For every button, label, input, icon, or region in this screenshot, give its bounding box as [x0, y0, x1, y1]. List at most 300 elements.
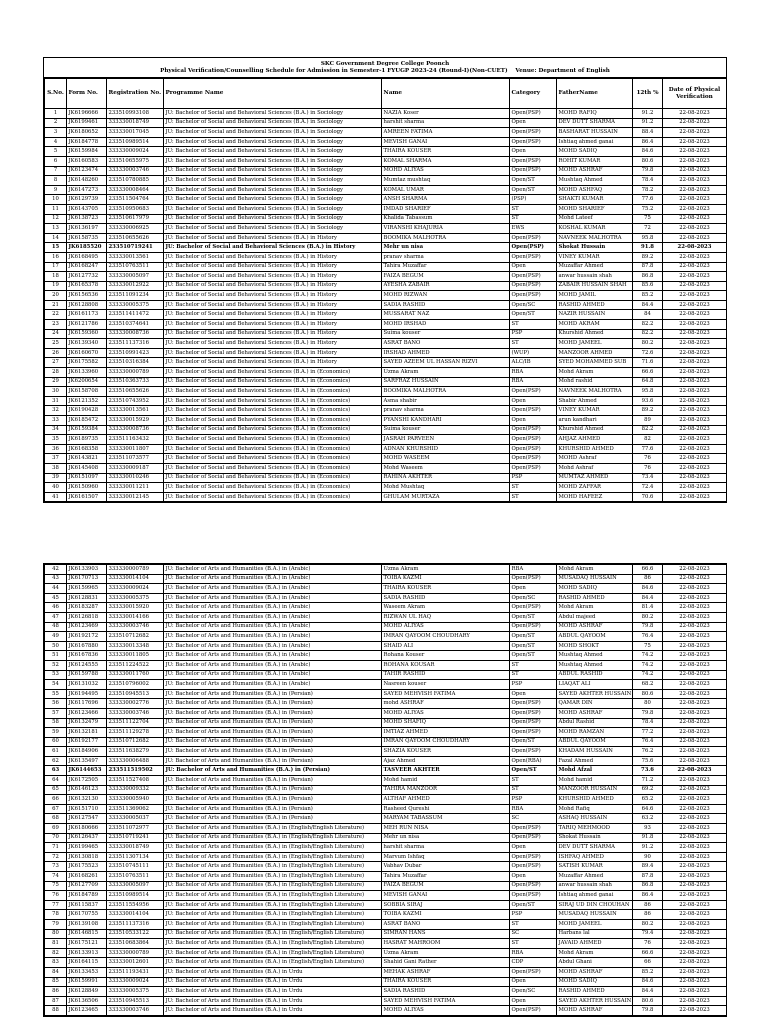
father-name-cell: JAVAID AHMED	[557, 939, 633, 949]
name-cell: HASRAT MAHROOM	[382, 939, 510, 949]
date-cell: 22-08-2023	[663, 824, 727, 834]
table-row	[45, 584, 727, 594]
name-cell: Ajaz Ahmed	[382, 756, 510, 766]
date-cell: 22-08-2023	[663, 939, 727, 949]
percent-cell: 95.8	[633, 387, 663, 397]
father-name-cell: SIRAJ UD DIN CHOUHAN	[557, 900, 633, 910]
name-cell: Uzma Akram	[382, 565, 510, 575]
table-row	[45, 565, 727, 575]
registration-no-cell: 333330005097	[107, 881, 164, 891]
date-cell: 22-08-2023	[663, 747, 727, 757]
percent-cell: 85.6	[633, 281, 663, 291]
percent-cell: 80.2	[633, 339, 663, 349]
form-no-cell: JK6184778	[67, 137, 107, 147]
percent-cell: 82	[633, 435, 663, 445]
category-cell: Open	[510, 843, 557, 853]
sno-cell: 56	[45, 699, 67, 709]
sno-cell: 26	[45, 348, 67, 358]
name-cell: Khalida Tabassum	[382, 214, 510, 224]
col-form-header: Form No.	[67, 79, 107, 109]
name-cell: IMDAD SHARIEF	[382, 204, 510, 214]
name-cell: GHULAM MURTAZA	[382, 492, 510, 502]
form-no-cell: JK6123465	[67, 1006, 107, 1016]
percent-cell: 75	[633, 641, 663, 651]
percent-cell: 73.6	[633, 766, 663, 776]
sno-cell: 46	[45, 603, 67, 613]
sno-cell: 36	[45, 444, 67, 454]
sno-cell: 80	[45, 929, 67, 939]
registration-no-cell: 233511072977	[107, 824, 164, 834]
category-cell: Open(PSP)	[510, 137, 557, 147]
programme-cell: JU: Bachelor of Arts and Humanities (B.A.) in (Arabic)	[164, 603, 382, 613]
programme-cell: JU: Bachelor of Social and Behavioral Sciences (B.A.) in History	[164, 339, 382, 349]
registration-no-cell: 333330013561	[107, 252, 164, 262]
programme-cell: JU: Bachelor of Arts and Humanities (B.A.) in (English/English Literature)	[164, 929, 382, 939]
father-name-cell: Mohd Akram	[557, 948, 633, 958]
category-cell: Open(PSP)	[510, 281, 557, 291]
form-no-cell: JK6136506	[67, 996, 107, 1006]
registration-no-cell: 333330005375	[107, 593, 164, 603]
name-cell: Rohana Kouser	[382, 651, 510, 661]
sno-cell: 83	[45, 958, 67, 968]
table-row	[45, 329, 727, 339]
date-cell: 22-08-2023	[663, 243, 727, 253]
form-no-cell: JK6138723	[67, 214, 107, 224]
name-cell: harshit sharma	[382, 843, 510, 853]
father-name-cell: MOHD ASHRAF	[557, 1006, 633, 1016]
category-cell: ALC/IB	[510, 358, 557, 368]
sno-cell: 14	[45, 233, 67, 243]
category-cell: RBA	[510, 368, 557, 378]
registration-no-cell: 233511137316	[107, 339, 164, 349]
father-name-cell: NAVNEEK MALHOTRA	[557, 387, 633, 397]
programme-cell: JU: Bachelor of Arts and Humanities (B.A.) in (Persian)	[164, 699, 382, 709]
table-row	[45, 785, 727, 795]
percent-cell: 86.4	[633, 137, 663, 147]
form-no-cell: JK6135497	[67, 756, 107, 766]
father-name-cell: Mohd Rafiq	[557, 804, 633, 814]
percent-cell: 77.2	[633, 728, 663, 738]
programme-cell: JU: Bachelor of Social and Behavioral Sciences (B.A.) in (Economics)	[164, 387, 382, 397]
name-cell: SARFRAZ HUSSAIN	[382, 377, 510, 387]
date-cell: 22-08-2023	[663, 565, 727, 575]
sno-cell: 50	[45, 641, 67, 651]
father-name-cell: RASHID AHMED	[557, 300, 633, 310]
registration-no-cell: 333330018749	[107, 843, 164, 853]
registration-no-cell: 233510683864	[107, 939, 164, 949]
form-no-cell: JK6121786	[67, 320, 107, 330]
programme-cell: JU: Bachelor of Arts and Humanities (B.A.) in (English/English Literature)	[164, 910, 382, 920]
table-row	[45, 137, 727, 147]
programme-cell: JU: Bachelor of Arts and Humanities (B.A.) in Urdu	[164, 1006, 382, 1016]
category-cell: Open(PSP)	[510, 833, 557, 843]
sno-cell: 81	[45, 939, 67, 949]
table-row	[45, 948, 727, 958]
percent-cell: 63.2	[633, 814, 663, 824]
form-no-cell: JK6128831	[67, 593, 107, 603]
name-cell: SADIA RASHID	[382, 987, 510, 997]
sno-cell: 4	[45, 137, 67, 147]
programme-cell: JU: Bachelor of Social and Behavioral Sciences (B.A.) in Sociology	[164, 137, 382, 147]
father-name-cell: MOHD ASHRAF	[557, 622, 633, 632]
date-cell: 22-08-2023	[663, 320, 727, 330]
category-cell: Open/ST	[510, 185, 557, 195]
name-cell: Mehr un nisa	[382, 243, 510, 253]
father-name-cell: MOHD SHARIEF	[557, 204, 633, 214]
table-row	[45, 214, 727, 224]
form-no-cell: JK6147273	[67, 185, 107, 195]
registration-no-cell: 233511193431	[107, 967, 164, 977]
father-name-cell: Mohd Akram	[557, 603, 633, 613]
col-sno-header: S.No.	[45, 79, 67, 109]
form-no-cell: JK6126818	[67, 612, 107, 622]
programme-cell: JU: Bachelor of Arts and Humanities (B.A.) in (English/English Literature)	[164, 958, 382, 968]
programme-cell: JU: Bachelor of Arts and Humanities (B.A.) in (Persian)	[164, 718, 382, 728]
registration-no-cell: 333330009024	[107, 977, 164, 987]
category-cell: ST	[510, 660, 557, 670]
form-no-cell: JK6148260	[67, 176, 107, 186]
registration-no-cell: 233510617979	[107, 214, 164, 224]
category-cell: Open(PSP)	[510, 967, 557, 977]
percent-cell: 81.4	[633, 603, 663, 613]
father-name-cell: MOHD HAFEEZ	[557, 492, 633, 502]
percent-cell: 75	[633, 214, 663, 224]
category-cell: ST	[510, 776, 557, 786]
name-cell: TAHIR RASHID	[382, 670, 510, 680]
table-row	[45, 843, 727, 853]
form-no-cell: JK6180666	[67, 824, 107, 834]
date-cell: 22-08-2023	[663, 593, 727, 603]
percent-cell: 79.8	[633, 166, 663, 176]
programme-cell: JU: Bachelor of Arts and Humanities (B.A.) in (English/English Literature)	[164, 824, 382, 834]
name-cell: MOHD WASEEM	[382, 454, 510, 464]
programme-cell: JU: Bachelor of Arts and Humanities (B.A.) in (Persian)	[164, 747, 382, 757]
percent-cell: 80	[633, 699, 663, 709]
date-cell: 22-08-2023	[663, 708, 727, 718]
percent-cell: 75.2	[633, 204, 663, 214]
form-no-cell: JK6190428	[67, 406, 107, 416]
percent-cell: 65.2	[633, 795, 663, 805]
sno-cell: 11	[45, 204, 67, 214]
name-cell: Mehr un nisa	[382, 833, 510, 843]
programme-cell: JU: Bachelor of Social and Behavioral Sciences (B.A.) in Sociology	[164, 224, 382, 234]
percent-cell: 88.4	[633, 128, 663, 138]
table-row	[45, 958, 727, 968]
form-no-cell: JK6132181	[67, 728, 107, 738]
programme-cell: JU: Bachelor of Arts and Humanities (B.A.) in (Persian)	[164, 795, 382, 805]
category-cell: Open/ST	[510, 737, 557, 747]
sno-cell: 59	[45, 728, 67, 738]
table-row	[45, 670, 727, 680]
father-name-cell: Mohd hamid	[557, 776, 633, 786]
form-no-cell: JK6170713	[67, 574, 107, 584]
percent-cell: 72	[633, 224, 663, 234]
registration-no-cell: 333330002776	[107, 699, 164, 709]
registration-no-cell: 233510655975	[107, 156, 164, 166]
date-cell: 22-08-2023	[663, 156, 727, 166]
father-name-cell: ABDUL QAYOOM	[557, 632, 633, 642]
form-no-cell: JK6150960	[67, 483, 107, 493]
schedule-table-2	[44, 564, 727, 1016]
programme-cell: JU: Bachelor of Social and Behavioral Sciences (B.A.) in History	[164, 300, 382, 310]
registration-no-cell: 233510763511	[107, 262, 164, 272]
name-cell: RAHINA AKHTER	[382, 473, 510, 483]
form-no-cell: JK6126437	[67, 833, 107, 843]
table-row	[45, 910, 727, 920]
father-name-cell: MOHD ASHFAQ	[557, 185, 633, 195]
form-no-cell: JK6115837	[67, 900, 107, 910]
category-cell: Open/SC	[510, 593, 557, 603]
father-name-cell: Shokat Hussain	[557, 243, 633, 253]
table-row	[45, 128, 727, 138]
father-name-cell: MOHD JAMEEL	[557, 339, 633, 349]
programme-cell: JU: Bachelor of Arts and Humanities (B.A.) in (English/English Literature)	[164, 900, 382, 910]
sno-cell: 68	[45, 814, 67, 824]
registration-no-cell: 333330013561	[107, 406, 164, 416]
percent-cell: 70.6	[633, 492, 663, 502]
col-programme-header: Programme Name	[164, 79, 382, 109]
table-row	[45, 699, 727, 709]
category-cell: RBA	[510, 377, 557, 387]
form-no-cell: JK6185472	[67, 416, 107, 426]
table-row	[45, 939, 727, 949]
father-name-cell: VINEY KUMAR	[557, 406, 633, 416]
registration-no-cell: 333330011211	[107, 483, 164, 493]
category-cell: Open	[510, 872, 557, 882]
name-cell: SOBBIA SIRAJ	[382, 900, 510, 910]
table-row	[45, 118, 727, 128]
form-no-cell: JK6161173	[67, 310, 107, 320]
name-cell: ADNAN KHURSHID	[382, 444, 510, 454]
sno-cell: 19	[45, 281, 67, 291]
registration-no-cell: 233511137316	[107, 919, 164, 929]
sno-cell: 43	[45, 574, 67, 584]
category-cell: PSP	[510, 473, 557, 483]
table-row	[45, 368, 727, 378]
form-no-cell: JK6129739	[67, 195, 107, 205]
father-name-cell: MOHD Ashraf	[557, 454, 633, 464]
category-cell: Open(PSP)	[510, 435, 557, 445]
category-cell: ST	[510, 483, 557, 493]
date-cell: 22-08-2023	[663, 416, 727, 426]
schedule-table-block-2	[43, 563, 727, 1017]
father-name-cell: Abdul Rashid	[557, 718, 633, 728]
percent-cell: 76.4	[633, 737, 663, 747]
form-no-cell: JK6180652	[67, 128, 107, 138]
programme-cell: JU: Bachelor of Social and Behavioral Sciences (B.A.) in (Economics)	[164, 377, 382, 387]
father-name-cell: anwar hussain shah	[557, 272, 633, 282]
name-cell: Mumtaz mushtaq	[382, 176, 510, 186]
programme-cell: JU: Bachelor of Arts and Humanities (B.A.) in (Persian)	[164, 776, 382, 786]
registration-no-cell: 233510780885	[107, 176, 164, 186]
form-no-cell: JK6144653	[67, 766, 107, 776]
col-registration-header: Registration No.	[107, 79, 164, 109]
sno-cell: 16	[45, 252, 67, 262]
percent-cell: 89.2	[633, 252, 663, 262]
category-cell: Open	[510, 689, 557, 699]
programme-cell: JU: Bachelor of Social and Behavioral Sciences (B.A.) in History	[164, 348, 382, 358]
programme-cell: JU: Bachelor of Social and Behavioral Sciences (B.A.) in (Economics)	[164, 435, 382, 445]
percent-cell: 80.6	[633, 689, 663, 699]
name-cell: MOHD SHAFIQ	[382, 718, 510, 728]
percent-cell: 79.8	[633, 708, 663, 718]
date-cell: 22-08-2023	[663, 396, 727, 406]
form-no-cell: JK6123474	[67, 166, 107, 176]
form-no-cell: JK6127732	[67, 272, 107, 282]
sno-cell: 58	[45, 718, 67, 728]
registration-no-cell: 333330008736	[107, 425, 164, 435]
programme-cell: JU: Bachelor of Social and Behavioral Sciences (B.A.) in (Economics)	[164, 406, 382, 416]
category-cell: Open(PSP)	[510, 699, 557, 709]
form-no-cell: JK6133960	[67, 368, 107, 378]
father-name-cell: MOHD RAMZAN	[557, 728, 633, 738]
form-no-cell: JK6184906	[67, 747, 107, 757]
category-cell: Open(PSP)	[510, 166, 557, 176]
programme-cell: JU: Bachelor of Arts and Humanities (B.A.) in (Persian)	[164, 785, 382, 795]
percent-cell: 79.8	[633, 622, 663, 632]
sno-cell: 33	[45, 416, 67, 426]
form-no-cell: JK6199461	[67, 118, 107, 128]
registration-no-cell: 233510712682	[107, 737, 164, 747]
sno-cell: 45	[45, 593, 67, 603]
table-row	[45, 396, 727, 406]
programme-cell: JU: Bachelor of Arts and Humanities (B.A.) in (English/English Literature)	[164, 881, 382, 891]
sno-cell: 41	[45, 492, 67, 502]
sno-cell: 86	[45, 987, 67, 997]
table-row	[45, 454, 727, 464]
date-cell: 22-08-2023	[663, 900, 727, 910]
sno-cell: 88	[45, 1006, 67, 1016]
father-name-cell: Fazal Ahmed	[557, 756, 633, 766]
father-name-cell: DEV DUTT SHARMA	[557, 118, 633, 128]
category-cell: Open	[510, 396, 557, 406]
category-cell: (WUP)	[510, 348, 557, 358]
programme-cell: JU: Bachelor of Social and Behavioral Sciences (B.A.) in History	[164, 233, 382, 243]
sno-cell: 42	[45, 565, 67, 575]
programme-cell: JU: Bachelor of Social and Behavioral Sciences (B.A.) in History	[164, 243, 382, 253]
date-cell: 22-08-2023	[663, 584, 727, 594]
form-no-cell: JK6196666	[67, 109, 107, 119]
sno-cell: 31	[45, 396, 67, 406]
category-cell: Open	[510, 416, 557, 426]
father-name-cell: Mushtaq Ahmed	[557, 660, 633, 670]
category-cell: Open/SC	[510, 987, 557, 997]
sno-cell: 57	[45, 708, 67, 718]
category-cell: Open/ST	[510, 310, 557, 320]
table-row	[45, 300, 727, 310]
table-row	[45, 622, 727, 632]
percent-cell: 78.2	[633, 185, 663, 195]
programme-cell: JU: Bachelor of Social and Behavioral Sciences (B.A.) in History	[164, 281, 382, 291]
percent-cell: 91.2	[633, 118, 663, 128]
form-no-cell: JK6146123	[67, 785, 107, 795]
sno-cell: 61	[45, 747, 67, 757]
percent-cell: 86	[633, 910, 663, 920]
date-cell: 22-08-2023	[663, 862, 727, 872]
category-cell: SC	[510, 814, 557, 824]
programme-cell: JU: Bachelor of Social and Behavioral Sciences (B.A.) in History	[164, 358, 382, 368]
sno-cell: 60	[45, 737, 67, 747]
table-row	[45, 204, 727, 214]
form-no-cell: JK6170755	[67, 910, 107, 920]
programme-cell: JU: Bachelor of Arts and Humanities (B.A.) in (Persian)	[164, 728, 382, 738]
venue-label: Venue: Department of English	[515, 68, 610, 74]
date-cell: 22-08-2023	[663, 233, 727, 243]
date-cell: 22-08-2023	[663, 641, 727, 651]
sno-cell: 48	[45, 622, 67, 632]
registration-no-cell: 333330009332	[107, 785, 164, 795]
father-name-cell: MOHD AKRAM	[557, 320, 633, 330]
form-no-cell: JK6127709	[67, 881, 107, 891]
name-cell: ALTHAF AHMED	[382, 795, 510, 805]
father-name-cell: RASHID AHMED	[557, 987, 633, 997]
programme-cell: JU: Bachelor of Social and Behavioral Sciences (B.A.) in Sociology	[164, 214, 382, 224]
programme-cell: JU: Bachelor of Social and Behavioral Sciences (B.A.) in Sociology	[164, 109, 382, 119]
form-no-cell: JK6159991	[67, 977, 107, 987]
father-name-cell: MOHD JAMIL	[557, 291, 633, 301]
father-name-cell: MUSADAQ HUSSAIN	[557, 574, 633, 584]
sno-cell: 52	[45, 660, 67, 670]
table-row	[45, 358, 727, 368]
form-no-cell: JK6185520	[67, 243, 107, 253]
registration-no-cell: 333330009024	[107, 584, 164, 594]
table-row	[45, 272, 727, 282]
sno-cell: 5	[45, 147, 67, 157]
table-row	[45, 612, 727, 622]
percent-cell: 79.4	[633, 929, 663, 939]
programme-cell: JU: Bachelor of Social and Behavioral Sciences (B.A.) in Sociology	[164, 195, 382, 205]
sno-cell: 70	[45, 833, 67, 843]
father-name-cell: arun kandhari	[557, 416, 633, 426]
name-cell: TASVEER AKHTER	[382, 766, 510, 776]
category-cell: ST	[510, 492, 557, 502]
father-name-cell: BASHARAT HUSSAIN	[557, 128, 633, 138]
category-cell: Open(PSP)	[510, 708, 557, 718]
sno-cell: 18	[45, 272, 67, 282]
category-cell: Open	[510, 977, 557, 987]
registration-no-cell: 333330014104	[107, 910, 164, 920]
form-no-cell: JK6160670	[67, 348, 107, 358]
programme-cell: JU: Bachelor of Social and Behavioral Sciences (B.A.) in (Economics)	[164, 396, 382, 406]
form-no-cell: JK6159984	[67, 147, 107, 157]
name-cell: MEHAK ASHRAF	[382, 967, 510, 977]
category-cell: Open(PSP)	[510, 454, 557, 464]
category-cell: Open/ST	[510, 766, 557, 776]
registration-no-cell: 233510945513	[107, 996, 164, 1006]
percent-cell: 78.4	[633, 718, 663, 728]
date-cell: 22-08-2023	[663, 843, 727, 853]
sno-cell: 44	[45, 584, 67, 594]
name-cell: harshit sharma	[382, 118, 510, 128]
table-row	[45, 747, 727, 757]
programme-cell: JU: Bachelor of Social and Behavioral Sciences (B.A.) in (Economics)	[164, 473, 382, 483]
date-cell: 22-08-2023	[663, 128, 727, 138]
date-cell: 22-08-2023	[663, 387, 727, 397]
programme-cell: JU: Bachelor of Arts and Humanities (B.A.) in (Arabic)	[164, 565, 382, 575]
table-row	[45, 967, 727, 977]
date-cell: 22-08-2023	[663, 444, 727, 454]
percent-cell: 84.4	[633, 987, 663, 997]
form-no-cell: JK6145408	[67, 463, 107, 473]
registration-no-cell: 333330008736	[107, 329, 164, 339]
category-cell: Open(PSP)	[510, 1006, 557, 1016]
programme-cell: JU: Bachelor of Arts and Humanities (B.A.) in (Arabic)	[164, 660, 382, 670]
programme-cell: JU: Bachelor of Arts and Humanities (B.A.) in (English/English Literature)	[164, 919, 382, 929]
programme-cell: JU: Bachelor of Arts and Humanities (B.A.) in Urdu	[164, 977, 382, 987]
date-cell: 22-08-2023	[663, 463, 727, 473]
father-name-cell: Mushtaq Ahmed	[557, 651, 633, 661]
percent-cell: 71.6	[633, 358, 663, 368]
